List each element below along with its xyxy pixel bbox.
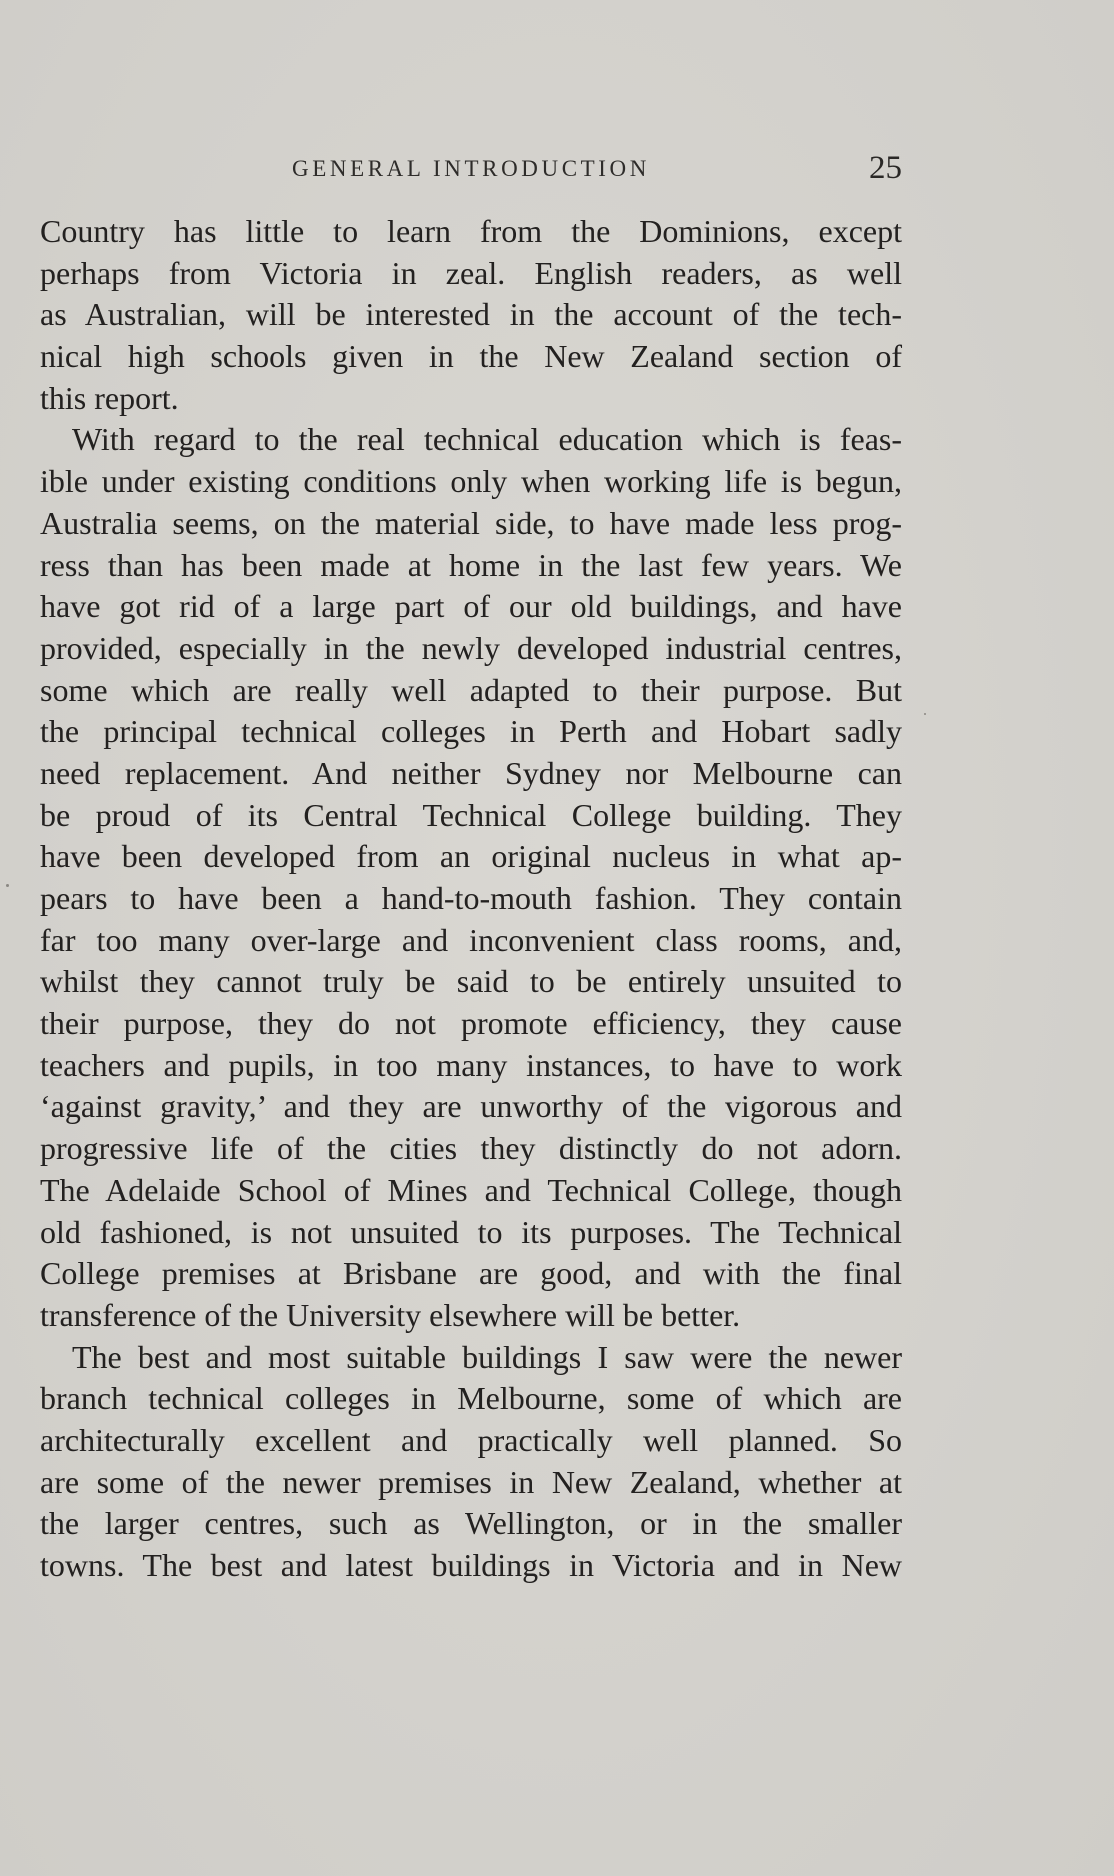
text-line: need replacement. And neither Sydney nor Melbourne can	[40, 754, 902, 791]
text-line: Australia seems, on the material side, to have made less prog-	[40, 504, 902, 541]
body-text	[40, 211, 902, 1587]
text-line: have been developed from an original nucleus in what ap-	[40, 838, 902, 875]
text-line: whilst they cannot truly be said to be entirely unsuited to	[40, 963, 902, 1000]
text-line: College premises at Brisbane are good, and with the final	[40, 1255, 902, 1292]
text-line: their purpose, they do not promote efficiency, they cause	[40, 1005, 902, 1042]
paper-speck	[6, 884, 9, 887]
text-line: some which are really well adapted to their purpose. But	[40, 671, 902, 708]
text-line: far too many over-large and inconvenient class rooms, and,	[40, 921, 902, 958]
text-line: ress than has been made at home in the last few years. We	[40, 546, 902, 583]
text-line: transference of the University elsewhere will be better.	[40, 1296, 741, 1333]
text-line: this report.	[40, 379, 179, 416]
text-line: have got rid of a large part of our old buildings, and have	[40, 588, 902, 625]
text-line: the larger centres, such as Wellington, or in the smaller	[40, 1505, 902, 1542]
page-number: 25	[869, 150, 902, 186]
text-line: as Australian, will be interested in the account of the tech-	[40, 296, 902, 333]
text-line: the principal technical colleges in Perth and Hobart sadly	[40, 713, 902, 750]
paper-speck	[924, 713, 926, 715]
text-line: branch technical colleges in Melbourne, some of which are	[40, 1380, 902, 1417]
text-line: pears to have been a hand-to-mouth fashion. They contain	[40, 880, 902, 916]
text-line: progressive life of the cities they distinctly do not adorn.	[40, 1130, 902, 1167]
text-line: are some of the newer premises in New Zealand, whether at	[40, 1463, 902, 1500]
text-line: provided, especially in the newly developed industrial centres,	[40, 629, 902, 666]
running-header	[40, 152, 902, 192]
text-line: be proud of its Central Technical College building. They	[40, 796, 902, 833]
text-line: ible under existing conditions only when working life is begun,	[40, 463, 902, 500]
text-line: The Adelaide School of Mines and Technical College, though	[40, 1171, 902, 1208]
text-line: With regard to the real technical education which is feas-	[72, 421, 902, 458]
text-line: old fashioned, is not unsuited to its purposes. The Technical	[40, 1213, 902, 1250]
text-line: ‘against gravity,’ and they are unworthy of the vigorous and	[40, 1088, 902, 1125]
text-line: teachers and pupils, in too many instances, to have to work	[40, 1046, 902, 1083]
text-line: architecturally excellent and practically well planned. So	[40, 1421, 902, 1458]
text-line: Country has little to learn from the Dominions, except	[40, 213, 902, 249]
text-line: towns. The best and latest buildings in Victoria and in New	[40, 1547, 902, 1583]
text-line: nical high schools given in the New Zealand section of	[40, 338, 902, 375]
text-line: The best and most suitable buildings I saw were the newer	[72, 1338, 902, 1375]
text-line: perhaps from Victoria in zeal. English readers, as well	[40, 254, 902, 291]
running-title: GENERAL INTRODUCTION	[292, 156, 650, 181]
